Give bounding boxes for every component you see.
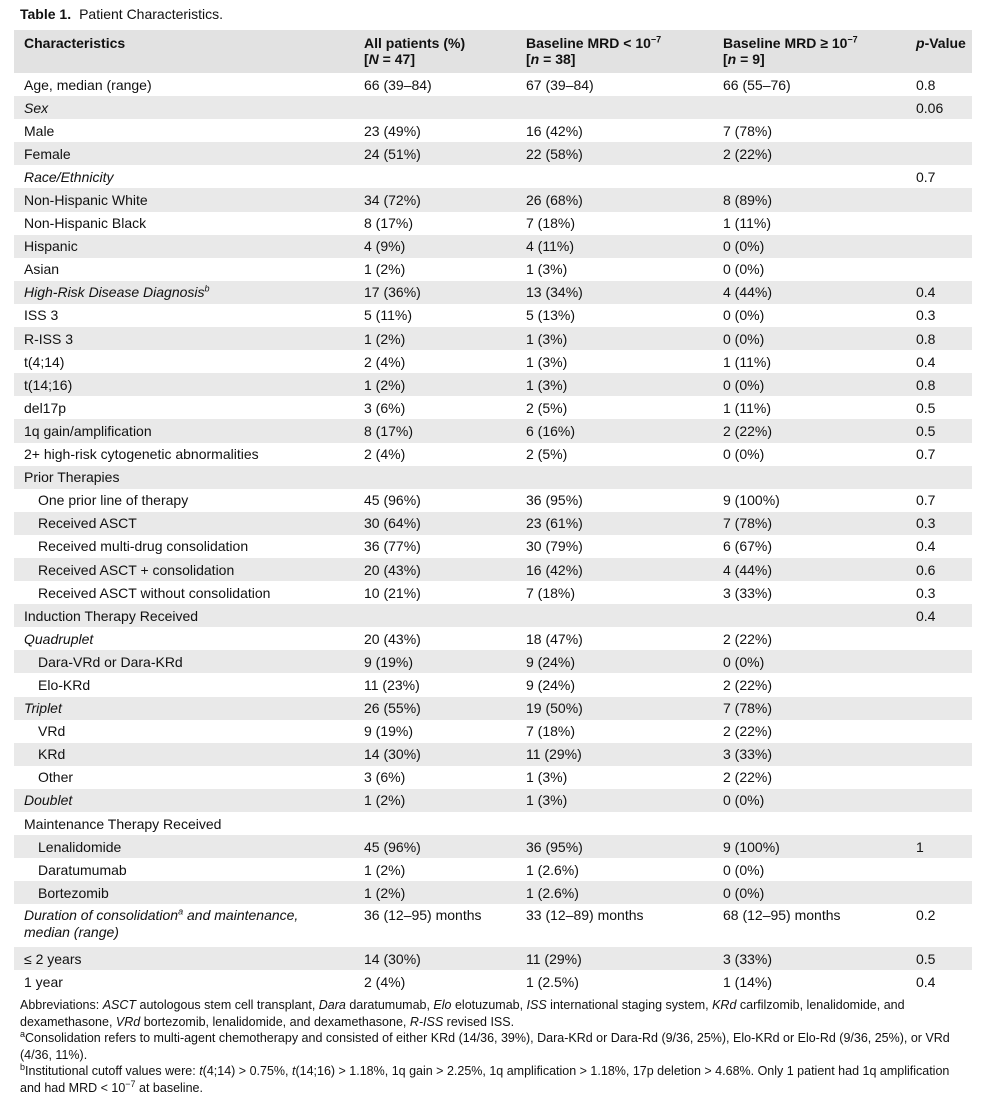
table-row (14, 604, 972, 627)
cell-p-value: 0.4 (906, 350, 972, 373)
cell-mrd-lt: 7 (18%) (516, 581, 713, 604)
cell-all-patients: 20 (43%) (354, 558, 516, 581)
cell-p-value (906, 881, 972, 904)
cell-mrd-lt: 30 (79%) (516, 535, 713, 558)
cell-p-value (906, 673, 972, 696)
cell-p-value (906, 650, 972, 673)
cell-p-value: 0.4 (906, 535, 972, 558)
cell-mrd-lt: 5 (13%) (516, 304, 713, 327)
cell-mrd-ge: 2 (22%) (713, 720, 906, 743)
cell-mrd-ge: 0 (0%) (713, 327, 906, 350)
row-characteristic: Received ASCT without consolidation (14, 581, 354, 604)
patient-characteristics-table (14, 30, 972, 994)
cell-mrd-ge: 2 (22%) (713, 766, 906, 789)
row-characteristic: Bortezomib (14, 881, 354, 904)
cell-mrd-lt: 1 (2.6%) (516, 881, 713, 904)
table-row (14, 443, 972, 466)
row-characteristic: 1 year (14, 970, 354, 993)
cell-mrd-ge: 3 (33%) (713, 743, 906, 766)
cell-mrd-lt: 22 (58%) (516, 142, 713, 165)
cell-mrd-lt: 1 (3%) (516, 789, 713, 812)
cell-all-patients: 45 (96%) (354, 835, 516, 858)
cell-mrd-lt (516, 466, 713, 489)
row-characteristic: Induction Therapy Received (14, 604, 354, 627)
cell-p-value (906, 720, 972, 743)
cell-mrd-ge: 66 (55–76) (713, 73, 906, 96)
cell-mrd-lt: 18 (47%) (516, 627, 713, 650)
cell-mrd-lt: 26 (68%) (516, 188, 713, 211)
cell-mrd-ge: 4 (44%) (713, 558, 906, 581)
cell-all-patients: 1 (2%) (354, 327, 516, 350)
cell-mrd-ge: 0 (0%) (713, 650, 906, 673)
cell-mrd-ge (713, 604, 906, 627)
cell-mrd-ge (713, 96, 906, 119)
cell-mrd-ge: 1 (11%) (713, 212, 906, 235)
row-characteristic: Doublet (14, 789, 354, 812)
cell-mrd-lt (516, 812, 713, 835)
table-row (14, 119, 972, 142)
cell-mrd-lt: 9 (24%) (516, 673, 713, 696)
cell-p-value (906, 142, 972, 165)
cell-mrd-ge: 0 (0%) (713, 235, 906, 258)
cell-mrd-ge: 2 (22%) (713, 627, 906, 650)
row-characteristic: Received ASCT (14, 512, 354, 535)
row-characteristic: Female (14, 142, 354, 165)
header-all-patients: All patients (%) [N = 47] (354, 30, 516, 73)
row-characteristic: Maintenance Therapy Received (14, 812, 354, 835)
cell-mrd-ge: 4 (44%) (713, 281, 906, 304)
table-row (14, 720, 972, 743)
cell-mrd-ge: 7 (78%) (713, 119, 906, 142)
table-row (14, 489, 972, 512)
cell-mrd-ge: 0 (0%) (713, 881, 906, 904)
cell-mrd-lt: 23 (61%) (516, 512, 713, 535)
cell-all-patients: 1 (2%) (354, 258, 516, 281)
cell-p-value (906, 858, 972, 881)
cell-all-patients: 23 (49%) (354, 119, 516, 142)
table-row (14, 327, 972, 350)
row-characteristic: Age, median (range) (14, 73, 354, 96)
cell-all-patients (354, 466, 516, 489)
cell-all-patients: 9 (19%) (354, 650, 516, 673)
table-row (14, 743, 972, 766)
table-row (14, 396, 972, 419)
header-mrd-ge: Baseline MRD ≥ $10^{-7}$ [n = 9] (713, 30, 906, 73)
cell-mrd-lt: 36 (95%) (516, 489, 713, 512)
cell-mrd-ge: 2 (22%) (713, 142, 906, 165)
cell-mrd-ge: 2 (22%) (713, 419, 906, 442)
table-title: Patient Characteristics. (79, 6, 224, 22)
table-row (14, 304, 972, 327)
cell-mrd-lt (516, 604, 713, 627)
table-row (14, 881, 972, 904)
cell-all-patients: 2 (4%) (354, 970, 516, 993)
table-row (14, 970, 972, 993)
row-characteristic: del17p (14, 396, 354, 419)
cell-mrd-lt: 9 (24%) (516, 650, 713, 673)
cell-p-value (906, 697, 972, 720)
cell-all-patients: 2 (4%) (354, 443, 516, 466)
cell-mrd-ge: 0 (0%) (713, 789, 906, 812)
table-row (14, 558, 972, 581)
cell-mrd-lt: 1 (3%) (516, 373, 713, 396)
cell-all-patients: 36 (12–95) months (354, 904, 516, 947)
cell-p-value: 0.5 (906, 947, 972, 970)
row-characteristic: Received ASCT + consolidation (14, 558, 354, 581)
row-characteristic: Received multi-drug consolidation (14, 535, 354, 558)
cell-mrd-lt: 11 (29%) (516, 743, 713, 766)
cell-mrd-lt: 13 (34%) (516, 281, 713, 304)
cell-mrd-lt: 67 (39–84) (516, 73, 713, 96)
table-row (14, 812, 972, 835)
cell-mrd-ge: 9 (100%) (713, 489, 906, 512)
row-characteristic: High-Risk Disease Diagnosis$^b$ (14, 281, 354, 304)
cell-all-patients: 30 (64%) (354, 512, 516, 535)
table-row (14, 535, 972, 558)
cell-mrd-lt: 2 (5%) (516, 396, 713, 419)
table-row (14, 673, 972, 696)
table-label: Table 1. (20, 6, 72, 22)
row-characteristic: Quadruplet (14, 627, 354, 650)
row-characteristic: Lenalidomide (14, 835, 354, 858)
row-characteristic: VRd (14, 720, 354, 743)
cell-mrd-ge (713, 812, 906, 835)
cell-p-value: 1 (906, 835, 972, 858)
cell-all-patients (354, 604, 516, 627)
cell-mrd-lt: 16 (42%) (516, 119, 713, 142)
cell-all-patients: 4 (9%) (354, 235, 516, 258)
cell-mrd-lt: 4 (11%) (516, 235, 713, 258)
row-characteristic: Male (14, 119, 354, 142)
cell-mrd-lt: 1 (2.5%) (516, 970, 713, 993)
cell-all-patients: 1 (2%) (354, 789, 516, 812)
cell-all-patients (354, 165, 516, 188)
row-characteristic: Sex (14, 96, 354, 119)
cell-mrd-lt: 33 (12–89) months (516, 904, 713, 947)
cell-mrd-ge: 6 (67%) (713, 535, 906, 558)
cell-mrd-lt: 1 (3%) (516, 327, 713, 350)
cell-mrd-lt (516, 96, 713, 119)
cell-mrd-ge: 0 (0%) (713, 304, 906, 327)
cell-p-value (906, 743, 972, 766)
cell-all-patients: 36 (77%) (354, 535, 516, 558)
table-row (14, 73, 972, 96)
cell-mrd-lt: 7 (18%) (516, 720, 713, 743)
table-row (14, 165, 972, 188)
cell-p-value: 0.8 (906, 373, 972, 396)
cell-mrd-ge: 1 (14%) (713, 970, 906, 993)
cell-mrd-lt: 36 (95%) (516, 835, 713, 858)
row-characteristic: Non-Hispanic White (14, 188, 354, 211)
cell-all-patients: 5 (11%) (354, 304, 516, 327)
cell-all-patients: 14 (30%) (354, 743, 516, 766)
cell-all-patients: 11 (23%) (354, 673, 516, 696)
table-row (14, 419, 972, 442)
cell-mrd-ge: 1 (11%) (713, 350, 906, 373)
cell-p-value: 0.3 (906, 581, 972, 604)
table-row (14, 904, 972, 947)
cell-all-patients: 24 (51%) (354, 142, 516, 165)
row-characteristic: KRd (14, 743, 354, 766)
footnote-b: $^b$Institutional cutoff values were: t(4;14) > 0.75%, t(14;16) > 1.18%, 1q gain > 2.25%, 1q amplification > 1.18%, 17p deletion > 4.68%. Only 1 patient had 1q amplification and had MRD < $10^{-7}$ at baseline. (20, 1061, 950, 1095)
abbreviations-note: Abbreviations: ASCT autologous stem cell transplant, Dara daratumumab, Elo elotuzumab, ISS international staging system, KRd carfilzomib, lenalidomide, and dexamethasone, VRd bortezomib, lenalidomide, and dexamethasone, R-ISS revised ISS. (20, 998, 905, 1029)
table-row (14, 281, 972, 304)
cell-all-patients: 1 (2%) (354, 858, 516, 881)
row-characteristic: Elo-KRd (14, 673, 354, 696)
cell-mrd-ge: 8 (89%) (713, 188, 906, 211)
table-row (14, 258, 972, 281)
cell-p-value (906, 789, 972, 812)
footnote-a: $^a$Consolidation refers to multi-agent chemotherapy and consisted of either KRd (14/36, 39%), Dara-KRd or Dara-Rd (9/36, 25%), Elo-KRd or Elo-Rd (9/36, 25%), or VRd (4/36, 11%). (20, 1028, 950, 1062)
table-row (14, 373, 972, 396)
row-characteristic: Duration of consolidation$^a$ and maintenance, median (range) (14, 904, 354, 947)
cell-mrd-ge: 2 (22%) (713, 673, 906, 696)
cell-mrd-lt: 1 (3%) (516, 350, 713, 373)
row-characteristic: 2+ high-risk cytogenetic abnormalities (14, 443, 354, 466)
row-characteristic: Dara-VRd or Dara-KRd (14, 650, 354, 673)
table-row (14, 466, 972, 489)
cell-all-patients: 45 (96%) (354, 489, 516, 512)
cell-all-patients: 8 (17%) (354, 419, 516, 442)
table-row (14, 947, 972, 970)
cell-mrd-ge: 68 (12–95) months (713, 904, 906, 947)
row-characteristic: Non-Hispanic Black (14, 212, 354, 235)
table-row (14, 766, 972, 789)
cell-mrd-ge (713, 466, 906, 489)
table-row (14, 96, 972, 119)
cell-p-value (906, 627, 972, 650)
cell-all-patients: 66 (39–84) (354, 73, 516, 96)
cell-all-patients: 1 (2%) (354, 881, 516, 904)
table-row (14, 142, 972, 165)
cell-mrd-lt: 1 (2.6%) (516, 858, 713, 881)
cell-mrd-lt: 2 (5%) (516, 443, 713, 466)
cell-p-value: 0.3 (906, 512, 972, 535)
header-mrd-lt: Baseline MRD < $10^{-7}$ [n = 38] (516, 30, 713, 73)
cell-p-value: 0.7 (906, 443, 972, 466)
table-row (14, 627, 972, 650)
row-characteristic: Asian (14, 258, 354, 281)
table-row (14, 697, 972, 720)
table-row (14, 512, 972, 535)
cell-p-value: 0.4 (906, 970, 972, 993)
cell-p-value (906, 812, 972, 835)
cell-mrd-lt: 1 (3%) (516, 258, 713, 281)
cell-p-value (906, 258, 972, 281)
cell-all-patients: 9 (19%) (354, 720, 516, 743)
cell-mrd-ge: 3 (33%) (713, 581, 906, 604)
cell-all-patients: 2 (4%) (354, 350, 516, 373)
header-row (14, 30, 972, 73)
cell-p-value (906, 235, 972, 258)
cell-mrd-ge: 3 (33%) (713, 947, 906, 970)
table-row (14, 650, 972, 673)
row-characteristic: Race/Ethnicity (14, 165, 354, 188)
row-characteristic: 1q gain/amplification (14, 419, 354, 442)
cell-p-value: 0.5 (906, 419, 972, 442)
table-row (14, 858, 972, 881)
table-row (14, 350, 972, 373)
cell-p-value (906, 466, 972, 489)
cell-mrd-ge (713, 165, 906, 188)
cell-mrd-lt: 19 (50%) (516, 697, 713, 720)
row-characteristic: Hispanic (14, 235, 354, 258)
cell-all-patients: 20 (43%) (354, 627, 516, 650)
header-characteristics: Characteristics (14, 30, 354, 73)
cell-mrd-lt: 6 (16%) (516, 419, 713, 442)
table-row (14, 235, 972, 258)
cell-mrd-ge: 1 (11%) (713, 396, 906, 419)
cell-mrd-lt: 16 (42%) (516, 558, 713, 581)
row-characteristic: t(14;16) (14, 373, 354, 396)
cell-mrd-ge: 9 (100%) (713, 835, 906, 858)
cell-p-value: 0.2 (906, 904, 972, 947)
table-row (14, 212, 972, 235)
cell-p-value: 0.6 (906, 558, 972, 581)
cell-mrd-lt: 7 (18%) (516, 212, 713, 235)
cell-p-value: 0.8 (906, 73, 972, 96)
table-row (14, 581, 972, 604)
row-characteristic: R-ISS 3 (14, 327, 354, 350)
row-characteristic: t(4;14) (14, 350, 354, 373)
cell-mrd-ge: 0 (0%) (713, 858, 906, 881)
cell-mrd-ge: 0 (0%) (713, 258, 906, 281)
row-characteristic: ≤ 2 years (14, 947, 354, 970)
cell-p-value (906, 188, 972, 211)
cell-p-value: 0.3 (906, 304, 972, 327)
cell-all-patients: 3 (6%) (354, 396, 516, 419)
row-characteristic: Other (14, 766, 354, 789)
row-characteristic: Prior Therapies (14, 466, 354, 489)
cell-p-value: 0.4 (906, 604, 972, 627)
header-p-value: p-Value (906, 30, 972, 73)
cell-p-value (906, 766, 972, 789)
cell-all-patients: 8 (17%) (354, 212, 516, 235)
cell-p-value: 0.4 (906, 281, 972, 304)
cell-p-value: 0.7 (906, 165, 972, 188)
table-footnotes (20, 997, 968, 1096)
cell-all-patients: 1 (2%) (354, 373, 516, 396)
cell-p-value: 0.06 (906, 96, 972, 119)
row-characteristic: ISS 3 (14, 304, 354, 327)
cell-p-value: 0.7 (906, 489, 972, 512)
cell-all-patients: 34 (72%) (354, 188, 516, 211)
cell-all-patients: 14 (30%) (354, 947, 516, 970)
cell-all-patients: 10 (21%) (354, 581, 516, 604)
row-characteristic: Triplet (14, 697, 354, 720)
table-caption (20, 5, 223, 23)
cell-p-value (906, 119, 972, 142)
table-row (14, 188, 972, 211)
cell-p-value: 0.8 (906, 327, 972, 350)
cell-mrd-lt (516, 165, 713, 188)
table-row (14, 789, 972, 812)
row-characteristic: One prior line of therapy (14, 489, 354, 512)
cell-all-patients (354, 96, 516, 119)
cell-p-value: 0.5 (906, 396, 972, 419)
cell-mrd-ge: 7 (78%) (713, 512, 906, 535)
cell-p-value (906, 212, 972, 235)
cell-mrd-lt: 11 (29%) (516, 947, 713, 970)
cell-all-patients: 26 (55%) (354, 697, 516, 720)
cell-all-patients: 3 (6%) (354, 766, 516, 789)
table-row (14, 835, 972, 858)
cell-mrd-ge: 7 (78%) (713, 697, 906, 720)
row-characteristic: Daratumumab (14, 858, 354, 881)
cell-mrd-ge: 0 (0%) (713, 373, 906, 396)
cell-mrd-ge: 0 (0%) (713, 443, 906, 466)
cell-mrd-lt: 1 (3%) (516, 766, 713, 789)
cell-all-patients (354, 812, 516, 835)
cell-all-patients: 17 (36%) (354, 281, 516, 304)
